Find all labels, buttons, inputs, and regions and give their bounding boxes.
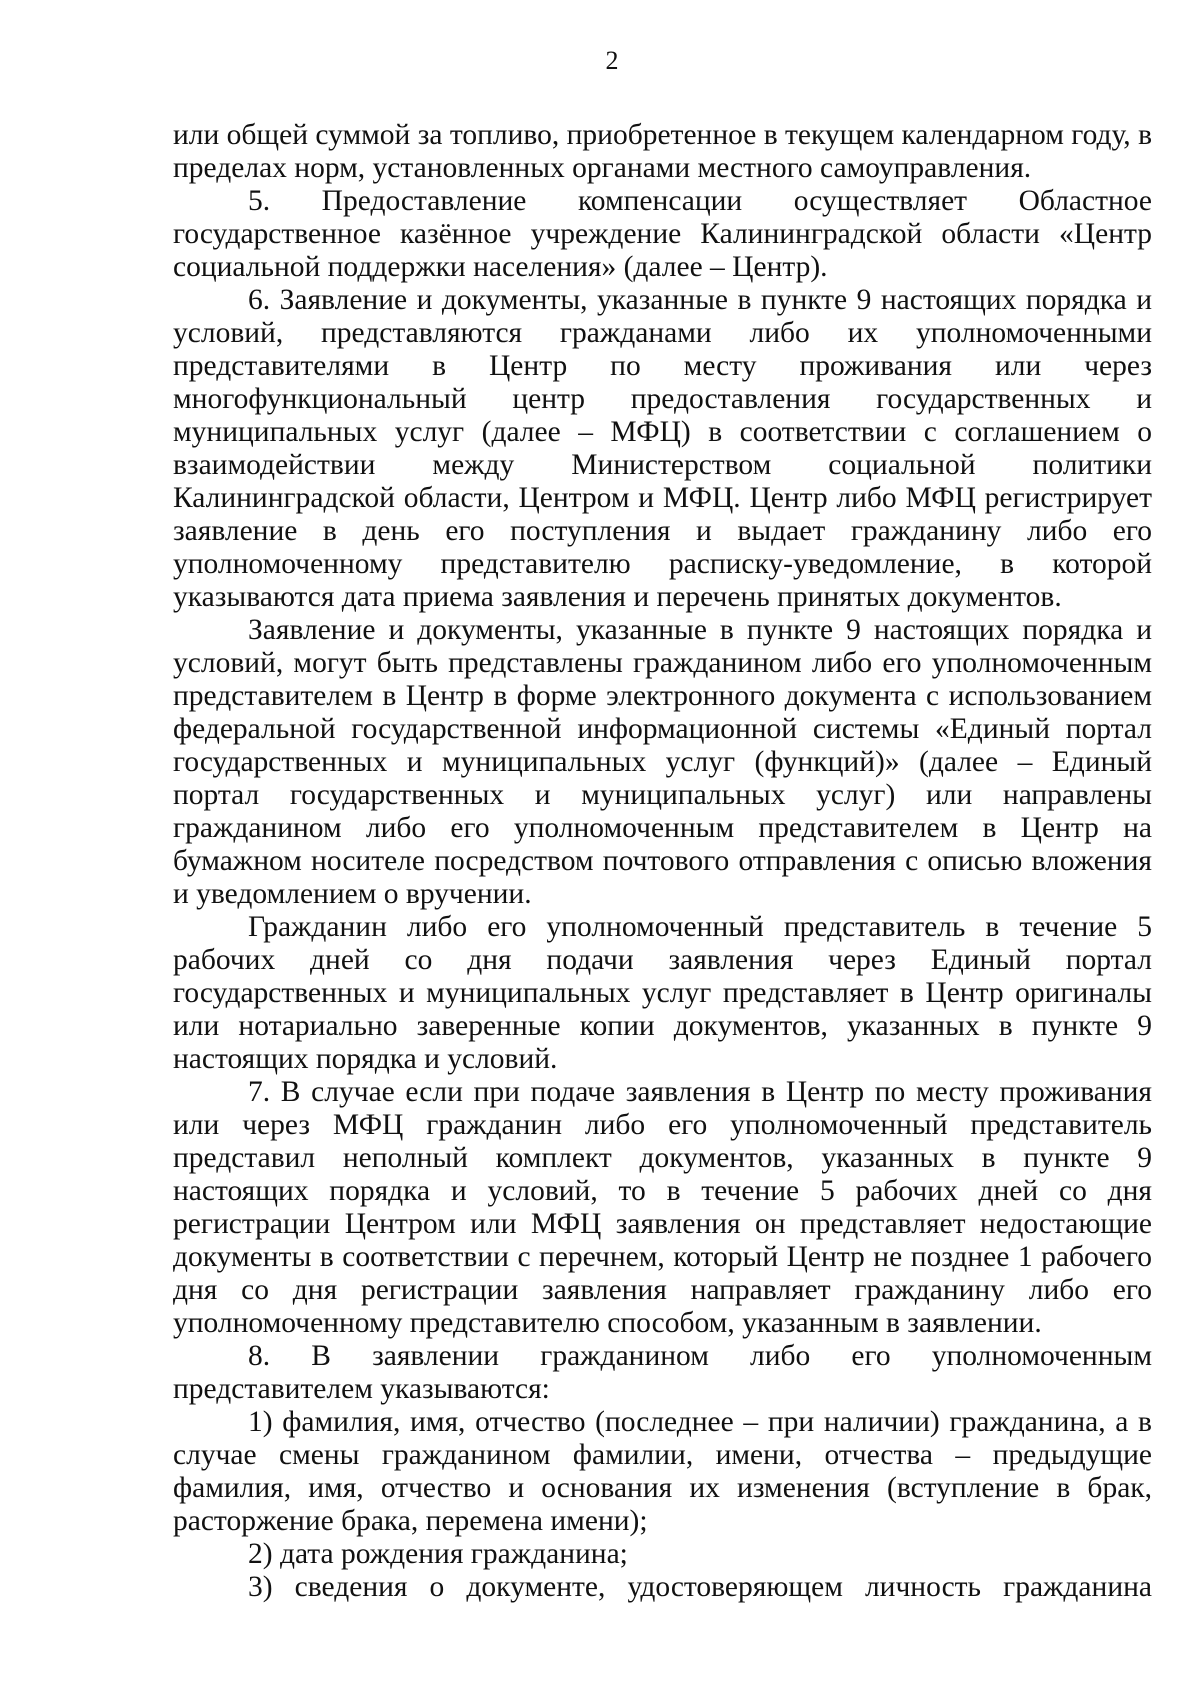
paragraph-item-6: 6. Заявление и документы, указанные в пункте 9 настоящих порядка и условий, представляются гражданами либо их уполномоченными представителями в Центр по месту проживания или через многофункциональный центр предоставления государственных и муниципальных услуг (далее – МФЦ) в соответствии с соглашением о взаимодействии между Министерством социальной политики Калининградской области, Центром и МФЦ. Центр либо МФЦ регистрирует заявление в день его поступления и выдает гражданину либо его уполномоченному представителю расписку-уведомление, в которой указываются дата приема заявления и перечень принятых документов.	[173, 284, 1152, 613]
paragraph-originals-deadline: Гражданин либо его уполномоченный представитель в течение 5 рабочих дней со дня подачи заявления через Единый портал государственных и муниципальных услуг представляет в Центр оригиналы или нотариально заверенные копии документов, указанных в пункте 9 настоящих порядка и условий.	[173, 911, 1152, 1075]
list-item-3: 3) сведения о документе, удостоверяющем личность гражданина	[248, 1571, 1152, 1603]
page-number: 2	[605, 46, 619, 75]
paragraph-item-5: 5. Предоставление компенсации осуществляет Областное государственное казённое учреждение Калининградской области «Центр социальной поддержки населения» (далее – Центр).	[173, 185, 1152, 283]
list-item-2: 2) дата рождения гражданина;	[248, 1538, 628, 1570]
paragraph-item-7: 7. В случае если при подаче заявления в Центр по месту проживания или через МФЦ гражданин либо его уполномоченный представитель представил неполный комплект документов, указанных в пункте 9 настоящих порядка и условий, то в течение 5 рабочих дней со дня регистрации Центром или МФЦ заявления он представляет недостающие документы в соответствии с перечнем, который Центр не позднее 1 рабочего дня со дня регистрации заявления направляет гражданину либо его уполномоченному представителю способом, указанным в заявлении.	[173, 1076, 1152, 1339]
paragraph-electronic-submission: Заявление и документы, указанные в пункте 9 настоящих порядка и условий, могут быть представлены гражданином либо его уполномоченным представителем в Центр в форме электронного документа с использованием федеральной государственной информационной системы «Единый портал государственных и муниципальных услуг (функций)» (далее – Единый портал государственных и муниципальных услуг) или направлены гражданином либо его уполномоченным представителем в Центр на бумажном носителе посредством почтового отправления с описью вложения и уведомлением о вручении.	[173, 614, 1152, 910]
paragraph-continuation: или общей суммой за топливо, приобретенное в текущем календарном году, в пределах норм, установленных органами местного самоуправления.	[173, 119, 1152, 184]
paragraph-item-8: 8. В заявлении гражданином либо его уполномоченным представителем указываются:	[173, 1340, 1152, 1405]
document-body	[173, 119, 1152, 1604]
list-item-1: 1) фамилия, имя, отчество (последнее – при наличии) гражданина, а в случае смены гражданином фамилии, имени, отчества – предыдущие фамилия, имя, отчество и основания их изменения (вступление в брак, расторжение брака, перемена имени);	[173, 1406, 1152, 1537]
